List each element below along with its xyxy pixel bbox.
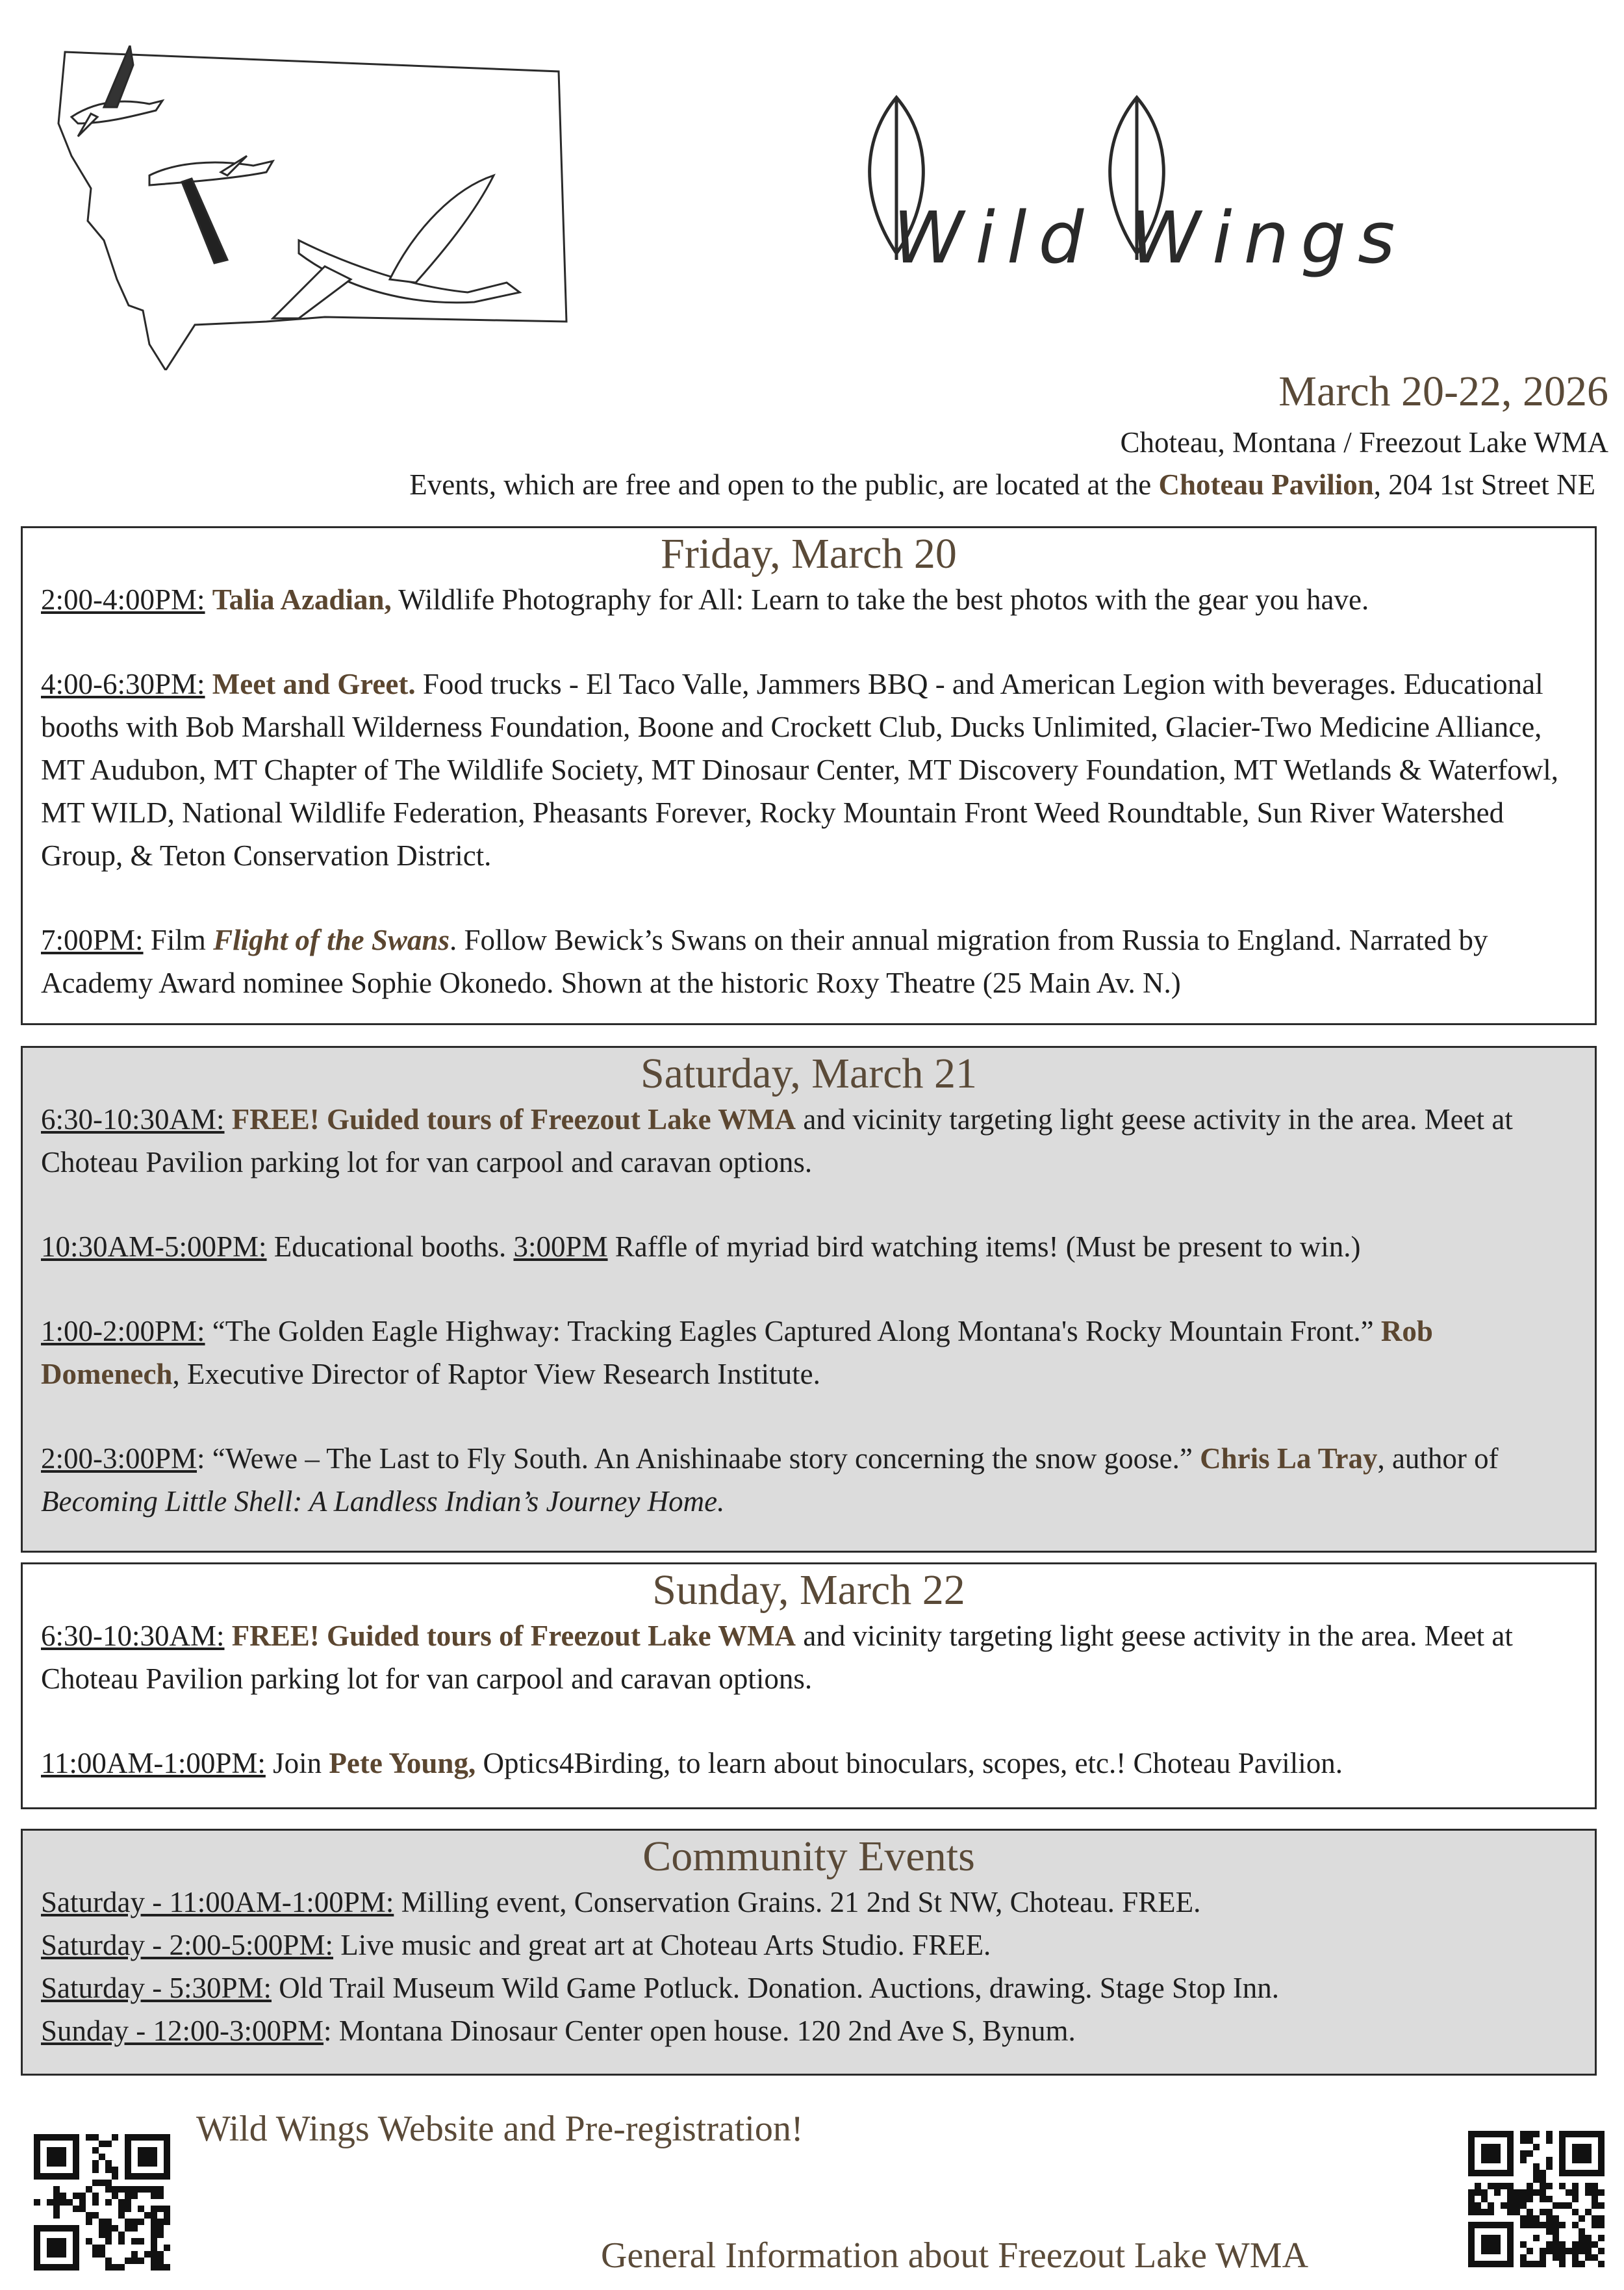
friday-panel: [21, 526, 1597, 1025]
venue-name: Choteau Pavilion: [1158, 468, 1374, 501]
sunday-title: Sunday, March 22: [652, 1566, 965, 1614]
raffle-time: 3:00PM: [513, 1230, 608, 1263]
event-description: Educational booths.: [266, 1230, 514, 1263]
event-prefix: , author of: [1377, 1442, 1499, 1475]
event-description: , Executive Director of Raptor View Research Institute.: [172, 1357, 820, 1390]
logo-wordmark: Wild Wings: [893, 196, 1407, 279]
event-time: 2:00-3:00PM: [41, 1442, 197, 1475]
talk-title: : “Wewe – The Last to Fly South. An Anishinaabe story concerning the snow goose.”: [197, 1442, 1200, 1475]
saturday-title: Saturday, March 21: [640, 1050, 978, 1097]
event-description: . Follow Bewick’s Swans on their annual migration from Russia to England. Narrated by Academy Award nominee Sophie Okonedo. Shown at the historic Roxy Theatre (25 Main Av. N.): [41, 923, 1488, 999]
community-item: [41, 1966, 1577, 2009]
community-description: Live music and great art at Choteau Arts Studio. FREE.: [333, 1928, 991, 1961]
community-item: [41, 2009, 1577, 2052]
sunday-event-2: [41, 1742, 1577, 1785]
event-time: 11:00AM-1:00PM:: [41, 1746, 266, 1779]
event-title: Meet and Greet.: [212, 667, 416, 700]
community-description: Old Trail Museum Wild Game Potluck. Donation. Auctions, drawing. Stage Stop Inn.: [272, 1971, 1280, 2004]
wild-wings-logo: [857, 78, 1442, 286]
event-description: Food trucks - El Taco Valle, Jammers BBQ - and American Legion with beverages. Educational booths with Bob Marshall Wilderness Foundation, Boone and Crockett Club, Ducks Unlimited, Glacier-Two Medicine Alliance, MT Audubon, MT Chapter of The Wildlife Society, MT Dinosaur Center, MT Discovery Foundation, MT Wetlands & Waterfowl, MT WILD, National Wildlife Federation, Pheasants Forever, Rocky Mountain Front Weed Roundtable, Sun River Watershed Group, & Teton Conservation District.: [41, 667, 1558, 872]
event-presenter: Rob Domenech: [41, 1314, 1433, 1390]
event-description: and vicinity targeting light geese activity in the area. Meet at Choteau Pavilion parking lot for van carpool and caravan options.: [41, 1102, 1513, 1178]
event-time: 7:00PM:: [41, 923, 144, 956]
event-description: Optics4Birding, to learn about binoculars, scopes, etc.! Choteau Pavilion.: [476, 1746, 1343, 1779]
community-time: Saturday - 5:30PM:: [41, 1971, 272, 2004]
venue-address: , 204 1st Street NE: [1373, 468, 1595, 501]
snow-goose-middle: [149, 156, 273, 263]
saturday-event-2: [41, 1225, 1577, 1268]
event-presenter: Pete Young,: [329, 1746, 476, 1779]
freezout-info-link[interactable]: General Information about Freezout Lake WMA: [601, 2235, 1309, 2276]
sunday-event-1: [41, 1614, 1577, 1700]
community-description: Milling event, Conservation Grains. 21 2nd St NW, Choteau. FREE.: [394, 1885, 1201, 1918]
event-title: FREE! Guided tours of Freezout Lake WMA: [231, 1102, 796, 1136]
event-time: 6:30-10:30AM:: [41, 1619, 225, 1652]
community-item: [41, 1924, 1577, 1966]
event-description: Wildlife Photography for All: Learn to take the best photos with the gear you have.: [391, 583, 1369, 616]
saturday-panel: [21, 1046, 1597, 1553]
community-time: Saturday - 11:00AM-1:00PM:: [41, 1885, 394, 1918]
website-qr-code[interactable]: [34, 2134, 170, 2271]
community-time: Sunday - 12:00-3:00PM: [41, 2014, 324, 2047]
saturday-event-4: [41, 1437, 1577, 1523]
saturday-event-3: [41, 1310, 1577, 1395]
community-time: Saturday - 2:00-5:00PM:: [41, 1928, 333, 1961]
venue-line: [409, 468, 1595, 502]
community-title: Community Events: [642, 1833, 975, 1880]
event-prefix: Join: [265, 1746, 329, 1779]
montana-outline: [58, 52, 566, 370]
event-time: 4:00-6:30PM:: [41, 667, 205, 700]
book-title: Becoming Little Shell: A Landless Indian’s Journey Home.: [41, 1484, 725, 1518]
event-time: 10:30AM-5:00PM:: [41, 1230, 267, 1263]
event-title: FREE! Guided tours of Freezout Lake WMA: [231, 1619, 796, 1652]
event-description: and vicinity targeting light geese activity in the area. Meet at Choteau Pavilion parking lot for van carpool and caravan options.: [41, 1619, 1513, 1695]
freezout-qr-code[interactable]: [1468, 2131, 1605, 2267]
montana-map-birds-illustration: [52, 45, 598, 370]
venue-intro: Events, which are free and open to the public, are located at the: [409, 468, 1152, 501]
event-dates: March 20-22, 2026: [1278, 368, 1608, 415]
website-registration-link[interactable]: Wild Wings Website and Pre-registration!: [196, 2109, 804, 2149]
community-panel: [21, 1829, 1597, 2076]
raffle-description: Raffle of myriad bird watching items! (Must be present to win.): [607, 1230, 1361, 1263]
event-time: 6:30-10:30AM:: [41, 1102, 225, 1136]
event-location: Choteau, Montana / Freezout Lake WMA: [1120, 426, 1608, 459]
event-presenter: Chris La Tray: [1200, 1442, 1378, 1475]
saturday-event-1: [41, 1098, 1577, 1184]
community-description: : Montana Dinosaur Center open house. 120 2nd Ave S, Bynum.: [324, 2014, 1076, 2047]
event-time: 2:00-4:00PM:: [41, 583, 205, 616]
friday-event-3: [41, 919, 1577, 1004]
film-title: Flight of the Swans: [213, 923, 450, 956]
talk-title: “The Golden Eagle Highway: Tracking Eagles Captured Along Montana's Rocky Mountain Front.”: [205, 1314, 1381, 1347]
community-item: [41, 1881, 1577, 1924]
swan-bottom: [273, 175, 520, 318]
sunday-panel: [21, 1562, 1597, 1809]
event-presenter: Talia Azadian,: [212, 583, 392, 616]
event-prefix: Film: [143, 923, 214, 956]
event-time: 1:00-2:00PM:: [41, 1314, 205, 1347]
friday-event-2: [41, 663, 1577, 877]
friday-event-1: [41, 578, 1577, 621]
snow-goose-top: [71, 45, 162, 136]
friday-title: Friday, March 20: [661, 530, 957, 578]
